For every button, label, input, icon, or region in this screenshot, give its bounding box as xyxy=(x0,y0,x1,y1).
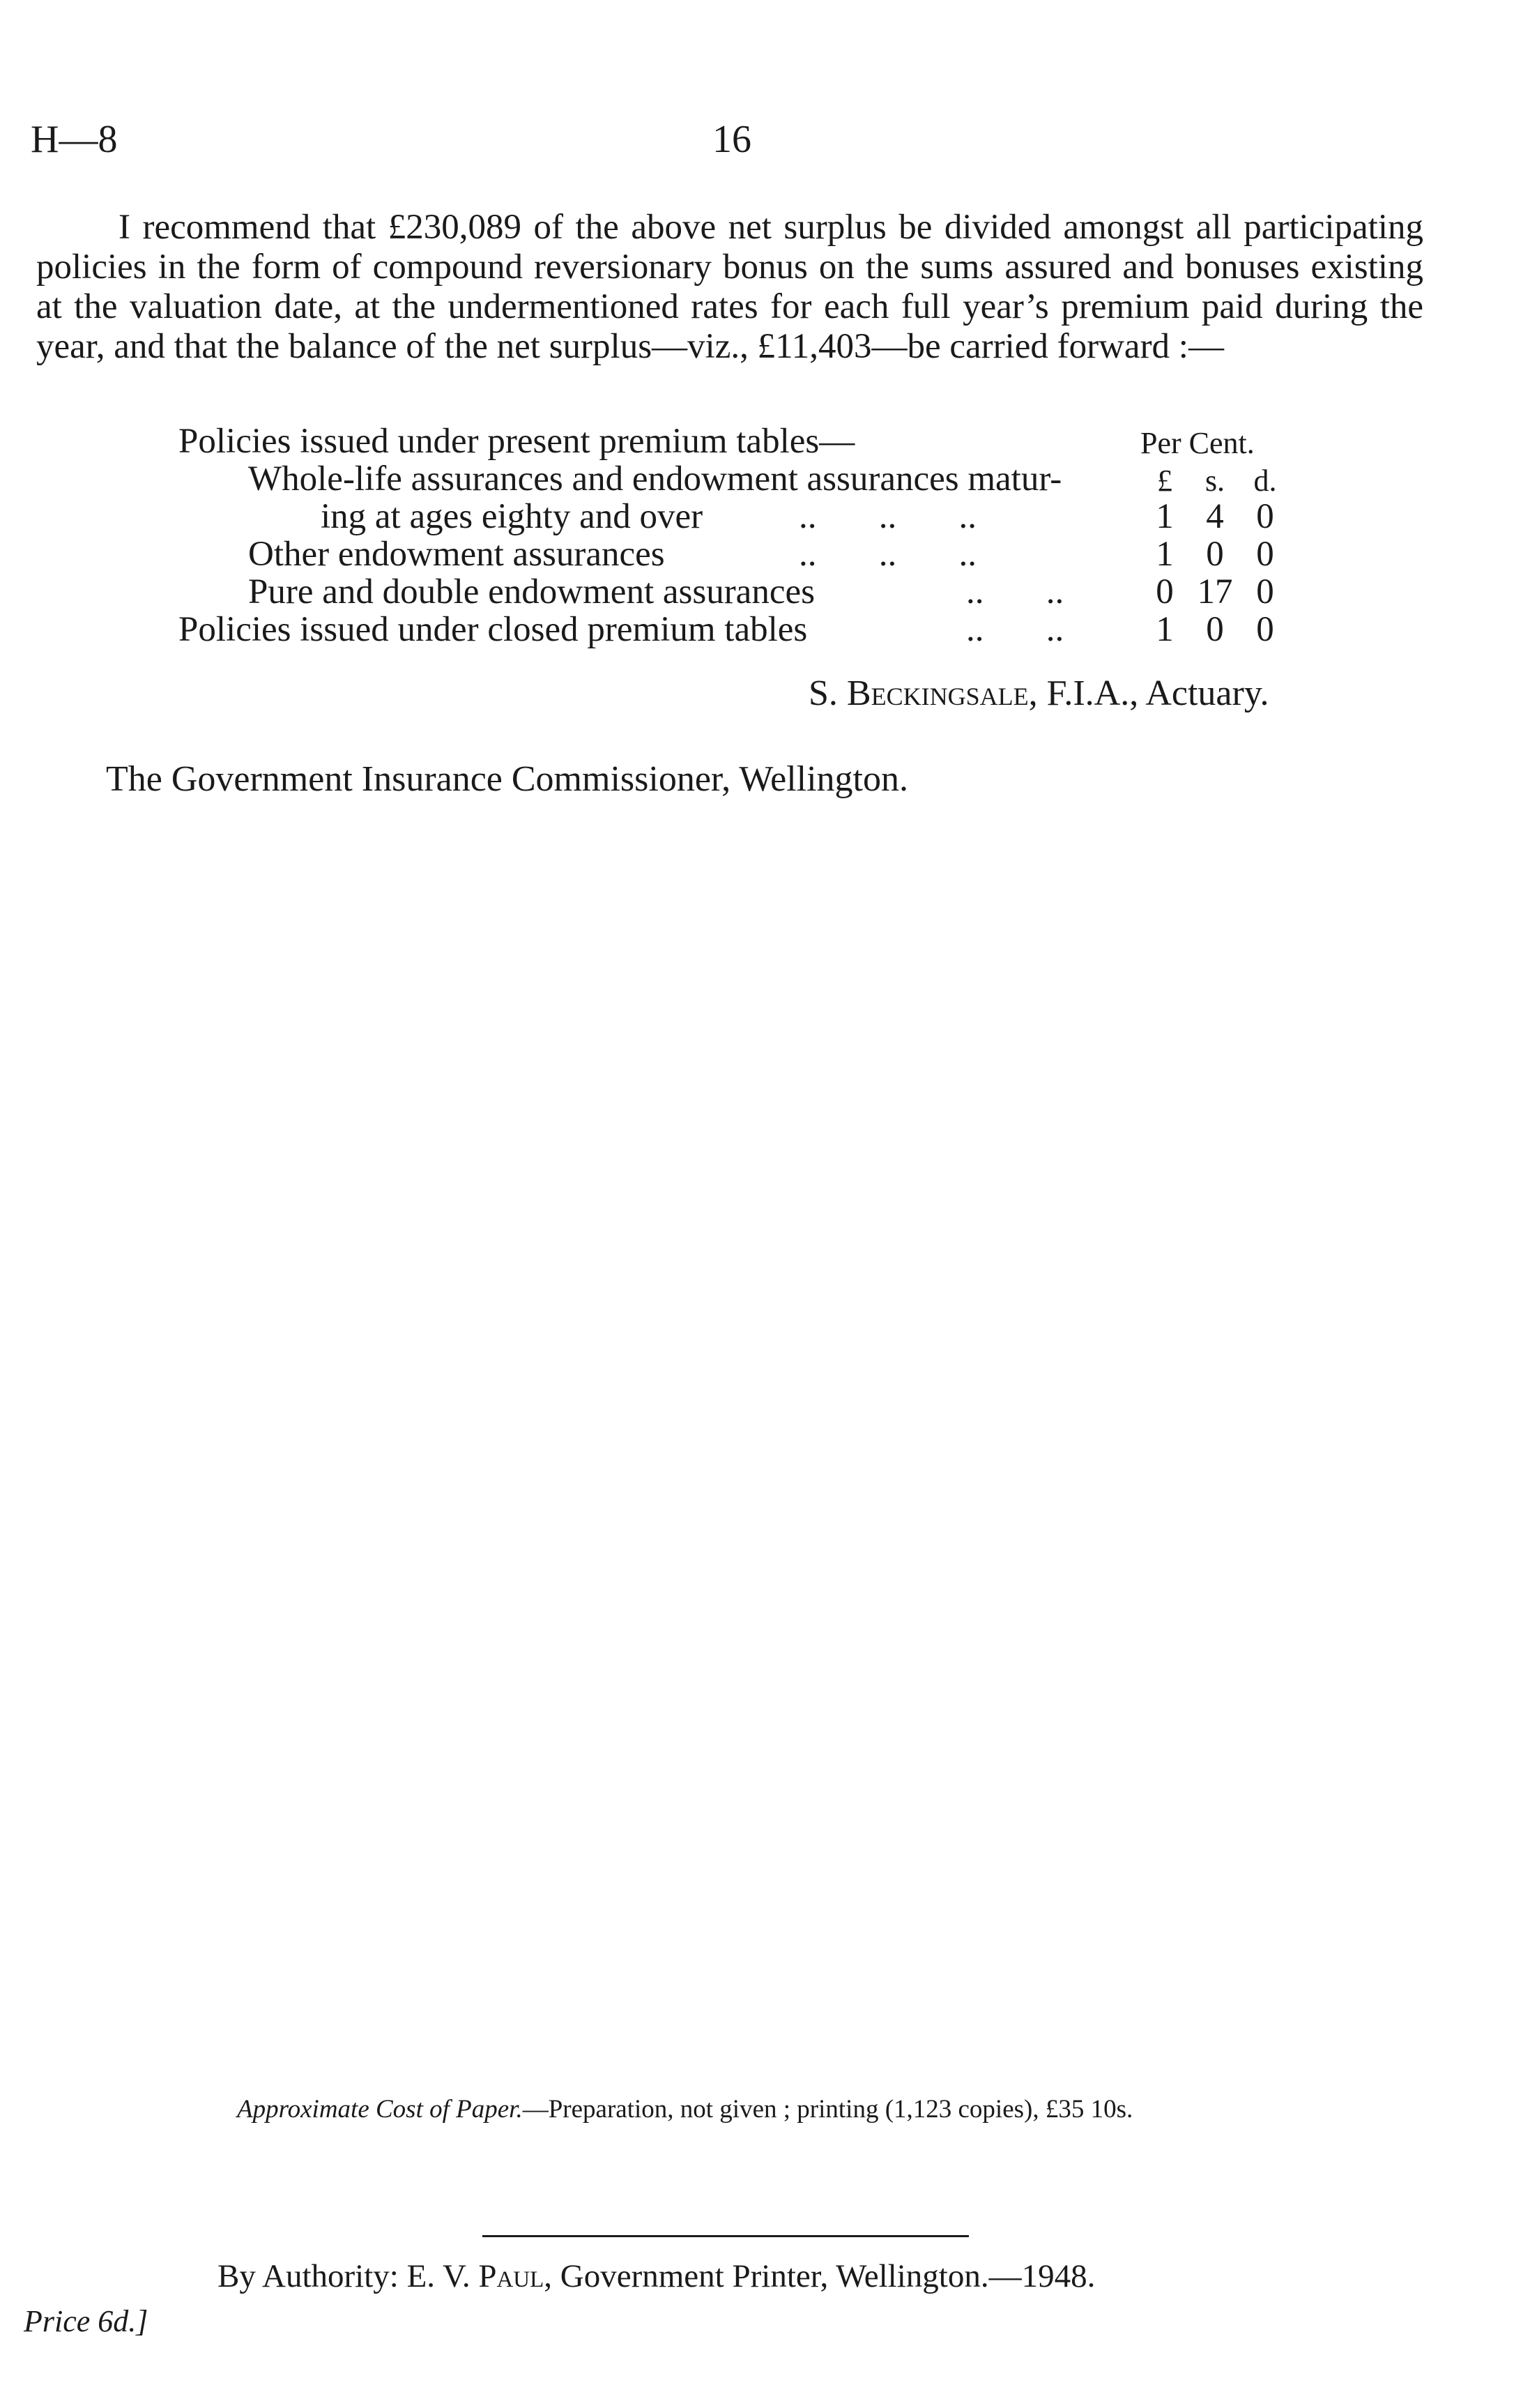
cost-note xyxy=(237,2094,1133,2124)
signature xyxy=(809,673,1269,714)
addressee: The Government Insurance Commissioner, Wellington. xyxy=(106,759,908,799)
leader-dots: .. .. xyxy=(966,610,1064,649)
signature-suffix: , F.I.A., Actuary. xyxy=(1028,673,1269,713)
shillings-value: 17 xyxy=(1197,572,1233,611)
pence-value: 0 xyxy=(1256,535,1274,574)
price: Price 6d.] xyxy=(24,2304,148,2338)
cost-note-text: —Preparation, not given ; printing (1,123 copies), £35 10s. xyxy=(522,2095,1133,2124)
table-row xyxy=(0,459,1530,498)
shillings-value: 0 xyxy=(1206,535,1224,574)
table-heading: Policies issued under present premium tables— xyxy=(178,422,855,461)
table-row xyxy=(0,496,1530,536)
pence-value: 0 xyxy=(1256,572,1274,611)
pence-unit: d. xyxy=(1253,464,1277,498)
shillings-unit: s. xyxy=(1204,464,1225,498)
signature-initial: S. xyxy=(809,673,838,713)
table-row xyxy=(0,609,1530,649)
pence-value: 0 xyxy=(1256,610,1274,649)
divider xyxy=(482,2235,969,2237)
cost-note-label: Approximate Cost of Paper. xyxy=(237,2095,523,2124)
pounds-value: 1 xyxy=(1156,497,1174,536)
row-label: Policies issued under closed premium tables xyxy=(178,610,808,649)
row-label: Pure and double endowment assurances xyxy=(248,572,815,611)
pounds-value: 0 xyxy=(1156,572,1174,611)
shillings-value: 0 xyxy=(1206,610,1224,649)
leader-dots: .. .. .. xyxy=(799,497,977,536)
document-reference: H—8 xyxy=(31,118,118,161)
leader-dots: .. .. .. xyxy=(799,535,977,574)
row-label: Other endowment assurances xyxy=(248,535,665,574)
shillings-value: 4 xyxy=(1206,497,1224,536)
row-label: Whole-life assurances and endowment assurances matur- xyxy=(248,459,1062,498)
pounds-value: 1 xyxy=(1156,610,1174,649)
pounds-value: 1 xyxy=(1156,535,1174,574)
table-row xyxy=(0,572,1530,611)
leader-dots: .. .. xyxy=(966,572,1064,611)
row-label-continued: ing at ages eighty and over xyxy=(321,497,703,536)
printer-name: Paul xyxy=(478,2258,544,2294)
authority-line xyxy=(217,2257,1095,2295)
per-cent-header: Per Cent. xyxy=(1140,426,1255,460)
table-heading-row xyxy=(0,421,1530,461)
page-number: 16 xyxy=(712,118,751,161)
pence-value: 0 xyxy=(1256,497,1274,536)
signature-name: Beckingsale xyxy=(846,673,1029,713)
recommendation-paragraph: I recommend that £230,089 of the above net surplus be divided amongst all participating policies in the form of compound reversionary bonus on the sums assured and bonuses existing at the valuation date, at the undermentioned rates for each full year’s premium paid during the year, and that the balance of the net surplus—viz., £11,403—be carried forward :— xyxy=(36,208,1423,366)
table-row xyxy=(0,534,1530,574)
authority-suffix: , Government Printer, Wellington.—1948. xyxy=(544,2258,1096,2294)
authority-prefix: By Authority: E. V. xyxy=(217,2258,471,2294)
pounds-unit: £ xyxy=(1157,464,1172,498)
